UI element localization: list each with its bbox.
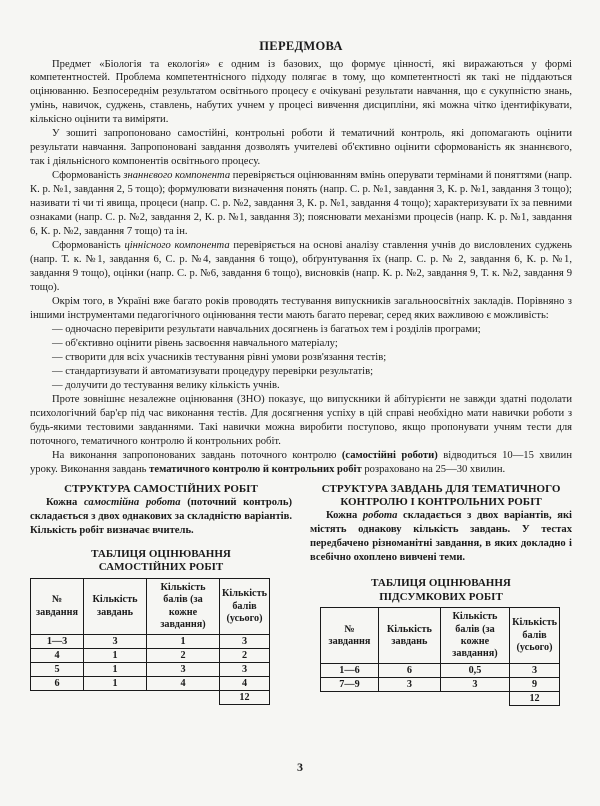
table-cell: 1 xyxy=(84,649,147,663)
list-item: — об'єктивно оцінити рівень засвоєння навчального матеріалу; xyxy=(52,337,572,351)
advantages-list xyxy=(30,323,572,393)
right-heading-1: СТРУКТУРА ЗАВДАНЬ ДЛЯ ТЕМАТИЧНОГО xyxy=(321,482,561,495)
list-item: — стандартизувати й автоматизувати процедуру перевірки результатів; xyxy=(52,365,572,379)
right-heading-2: КОНТРОЛЮ І КОНТРОЛЬНИХ РОБІТ xyxy=(340,495,542,508)
table-row xyxy=(31,635,270,649)
right-text-bold: охоплено xyxy=(353,551,398,563)
blank-cell xyxy=(31,691,84,705)
right-text xyxy=(310,509,572,565)
table-header: Кількість балів (усього) xyxy=(510,608,560,664)
paragraph-intro: Предмет «Біологія та екологія» є одним із базових, що формує цінності, які виражаються у формі компетентностей. Проблема компетентнісного підходу полягає в тому, що компетентності як такі не піддаються оцінюванню. Безпосереднім результатом освітнього процесу є очікувані результати навчання, що є сукупністю знань, умінь, навичок, суджень, ставлень, набутих учнем у процесі вивчення дисципліни, які можна чітко ідентифікувати, кількісно оцінити та виміряти. xyxy=(30,58,572,126)
right-table-title-2: ПІДСУМКОВИХ РОБІТ xyxy=(379,590,503,603)
left-text xyxy=(30,496,292,538)
p7-e: розраховано на 25—30 хвилин. xyxy=(361,463,506,475)
table-row xyxy=(31,677,270,691)
p7-b: (самостійні роботи) xyxy=(341,449,438,461)
left-table-title-2: САМОСТІЙНИХ РОБІТ xyxy=(98,561,224,574)
paragraph-tasks: У зошиті запропоновано самостійні, контрольні роботи й тематичний контроль, які допомагають оцінити результати навчання. Запропоновані завдання дозволять учителеві об'єктивно оцінити сформованість як знаннєвого, так і діяльнісного компонентів освітнього процесу. xyxy=(30,128,572,168)
right-text-a: Кожна xyxy=(326,509,363,521)
right-heading xyxy=(310,483,572,509)
p4-post: перевіряється на основі аналізу ставлення учнів до висловлених суджень (напр. Т. к. №1, завдання 6, С. р. №4, завдання 6 тощо), обґрунтування їх (напр. С. р. № 2, завдання 6, К. р. №1, завдання 9 тощо), оцінки (напр. С. р. №6, завдання 6 тощо), висновків (напр. К. р. №2, завдання 9, Т. к. №2, завдання 9 тощо). xyxy=(30,240,572,293)
paragraph-testing: Окрім того, в Україні вже багато років проводять тестування випускників загальноосвітніх закладів. Порівняно з іншими інструментами педагогічного оцінювання тести мають багато переваг, серед яких важливою є можливість: xyxy=(30,295,572,321)
table-cell: 3 xyxy=(220,635,270,649)
table-cell: 3 xyxy=(510,664,560,678)
paragraph-value-component xyxy=(30,239,572,295)
table-cell: 5 xyxy=(31,663,84,677)
list-item: — створити для всіх учасників тестування рівні умови розв'язання тестів; xyxy=(52,351,572,365)
left-text-a: Кожна xyxy=(46,496,84,508)
left-table-title xyxy=(30,548,292,576)
p3-post: перевіряється оцінюванням вмінь оперувати термінами й поняттями (напр. К. р. №1, завдання 2, 5 тощо); формулювати визначення понять (напр. С. р. №1, завдання 3, К. р. №1, завдання 3 тощо); називати ті чи ті явища, процеси (напр. С. р. №2, завдання 3, К. р. №1, завдання 4 тощо); характеризувати їх за певними ознаками (напр. С. р. №2, завдання 2, К. р. №1, завдання 3); пояснювати механізми процесів (напр. К. р. №1, завдання 6, К. р. №2, завдання 7 тощо) та ін. xyxy=(30,170,572,238)
table-total: 12 xyxy=(510,692,560,706)
right-table-title xyxy=(310,577,572,605)
table-row xyxy=(31,663,270,677)
table-cell: 9 xyxy=(510,678,560,692)
blank-cell xyxy=(440,692,509,706)
paragraph-timing xyxy=(30,449,572,477)
left-text-b: (поточний контроль) складається з двох однакових за складністю варіантів. Кількість робіт визначає вчитель. xyxy=(30,496,292,536)
left-text-italic: самостійна робота xyxy=(84,496,181,508)
blank-cell xyxy=(147,691,220,705)
blank-cell xyxy=(378,692,440,706)
table-cell: 2 xyxy=(147,649,220,663)
page-title: ПЕРЕДМОВА xyxy=(259,39,343,53)
table-cell: 2 xyxy=(220,649,270,663)
table-cell: 4 xyxy=(147,677,220,691)
p3-pre: Сформованість xyxy=(52,170,124,182)
table-cell: 3 xyxy=(378,678,440,692)
table-header: Кількість балів (усього) xyxy=(220,579,270,635)
two-columns xyxy=(30,483,572,707)
table-total: 12 xyxy=(220,691,270,705)
p7-d: тематичного контролю й контрольних робіт xyxy=(149,463,362,475)
blank-cell xyxy=(84,691,147,705)
paragraph-zno: Проте зовнішнє незалежне оцінювання (ЗНО) показує, що випускники й абітурієнти не завжди здатні подолати психологічний бар'єр під час виконання тестів. Для досягнення успіху в цій справі необхідно мати навички роботи з будь-якими тестовими завданнями. Такі навички можна виробити поступово, якщо пропонувати учням тести для поточного, тематичного контролю й контрольних робіт. xyxy=(30,393,572,447)
table-row xyxy=(31,649,270,663)
table-row xyxy=(321,678,560,692)
table-header: Кількість завдань xyxy=(84,579,147,635)
table-cell: 6 xyxy=(378,664,440,678)
table-total-row xyxy=(321,692,560,706)
left-heading: СТРУКТУРА САМОСТІЙНИХ РОБІТ xyxy=(64,482,258,495)
table-header: № завдання xyxy=(31,579,84,635)
right-column xyxy=(310,483,572,707)
table-header: Кількість балів (за кожне завдання) xyxy=(147,579,220,635)
table-cell: 1 xyxy=(84,677,147,691)
table-row xyxy=(321,664,560,678)
list-item: — долучити до тестування велику кількість учнів. xyxy=(52,379,572,393)
right-text-b: складається з двох варіантів, які містять однакову кількість завдань. У тестах передбачено різноманітні завдання, в яких докладно і всебічно xyxy=(310,509,573,563)
table-cell: 1—3 xyxy=(31,635,84,649)
table-header: Кількість балів (за кожне завдання) xyxy=(440,608,509,664)
table-cell: 1—6 xyxy=(321,664,379,678)
p3-italic: знаннєвого компонента xyxy=(123,170,231,182)
table-header: Кількість завдань xyxy=(378,608,440,664)
p4-pre: Сформованість xyxy=(52,240,125,252)
table-cell: 4 xyxy=(31,649,84,663)
table-total-row xyxy=(31,691,270,705)
table-header: № завдання xyxy=(321,608,379,664)
table-cell: 3 xyxy=(84,635,147,649)
table-cell: 1 xyxy=(147,635,220,649)
left-table-title-1: ТАБЛИЦЯ ОЦІНЮВАННЯ xyxy=(91,547,231,560)
list-item: — одночасно перевірити результати навчальних досягнень із багатьох тем і розділів програми; xyxy=(52,323,572,337)
blank-cell xyxy=(321,692,379,706)
page-number: 3 xyxy=(297,760,303,774)
table-cell: 7—9 xyxy=(321,678,379,692)
right-table-title-1: ТАБЛИЦЯ ОЦІНЮВАННЯ xyxy=(371,576,511,589)
table-cell: 0,5 xyxy=(440,664,509,678)
table-cell: 6 xyxy=(31,677,84,691)
table-cell: 1 xyxy=(84,663,147,677)
self-work-grading-table xyxy=(30,578,270,705)
final-work-grading-table xyxy=(320,607,560,706)
table-cell: 3 xyxy=(147,663,220,677)
right-text-c: вивчені теми. xyxy=(397,551,466,563)
table-cell: 3 xyxy=(440,678,509,692)
p7-c: відводиться 10—15 хвилин уроку. Виконання завдань xyxy=(30,449,572,475)
table-cell: 3 xyxy=(220,663,270,677)
left-column xyxy=(30,483,292,707)
table-cell: 4 xyxy=(220,677,270,691)
right-text-italic: робота xyxy=(362,509,398,521)
p7-a: На виконання запропонованих завдань поточного контролю xyxy=(52,449,342,461)
p4-italic: ціннісного компонента xyxy=(124,240,230,252)
paragraph-knowledge-component xyxy=(30,169,572,239)
